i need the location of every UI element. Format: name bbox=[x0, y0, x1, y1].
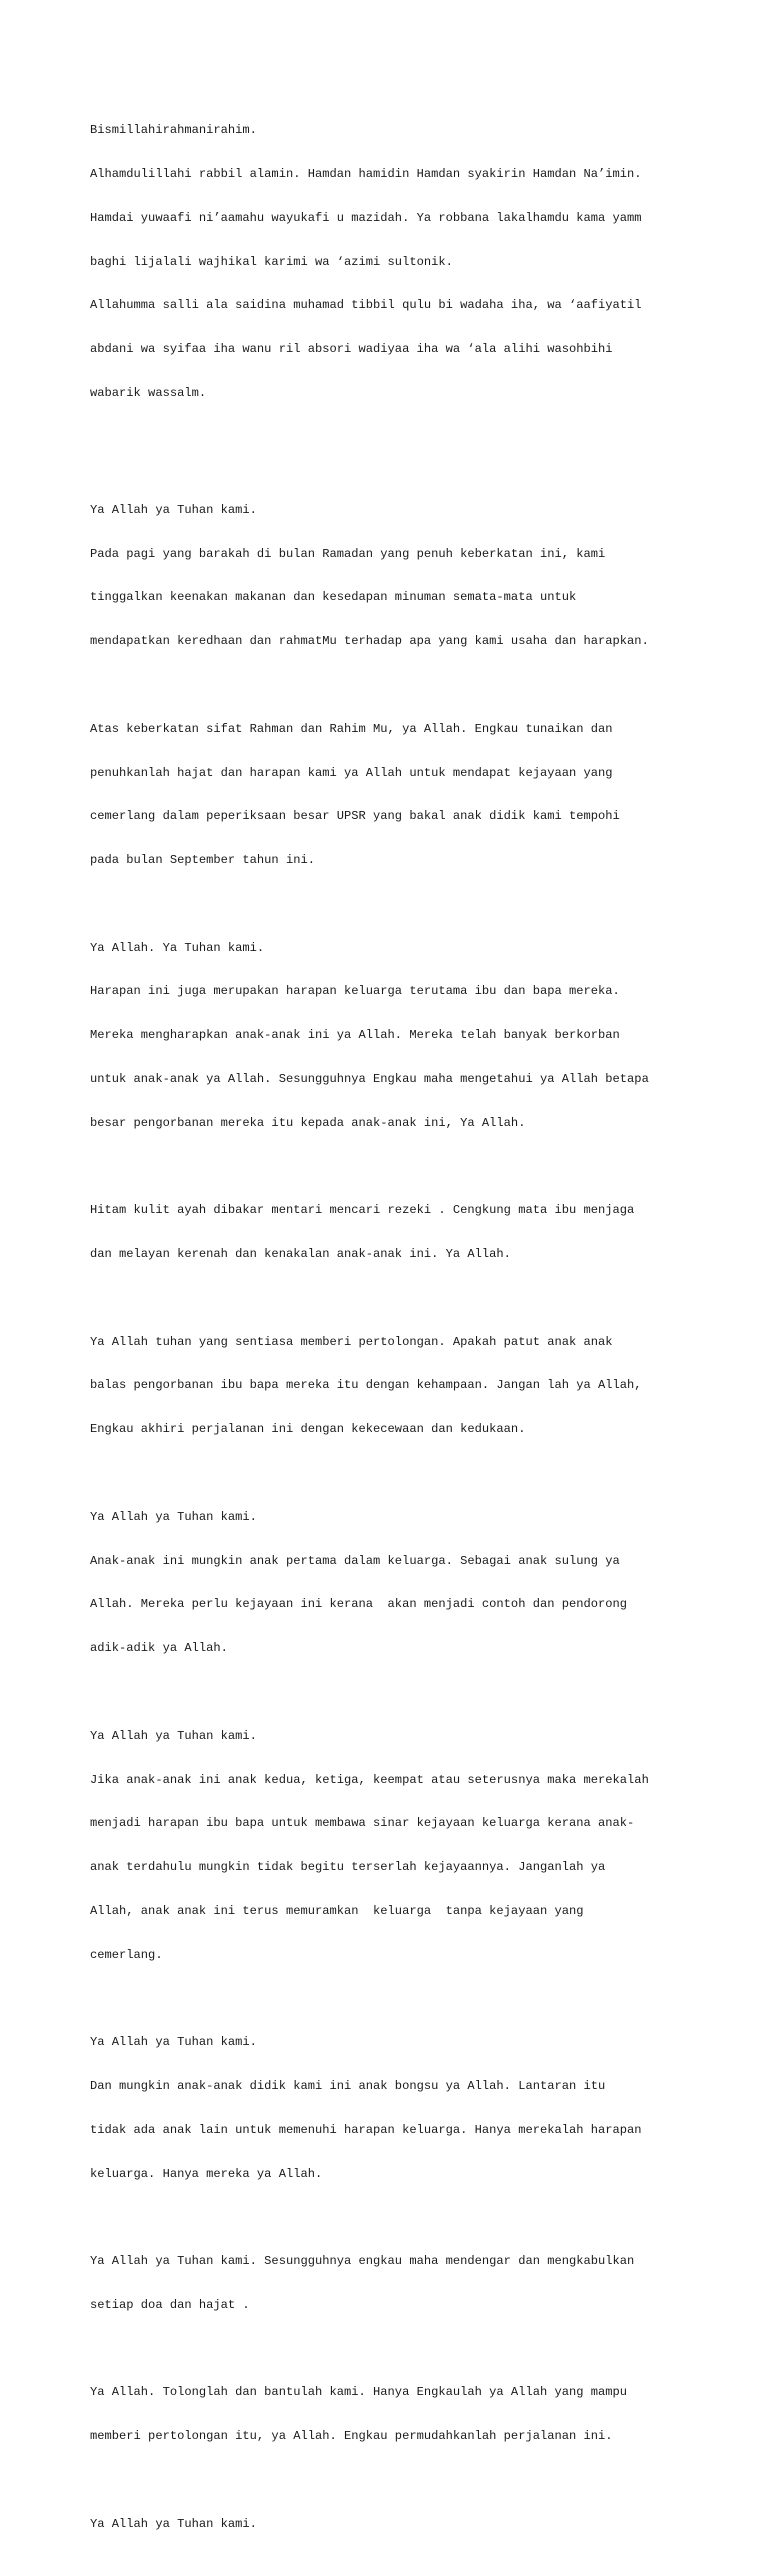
text-line: Ya Allah ya Tuhan kami. bbox=[90, 1509, 257, 1524]
text-line: dan melayan kerenah dan kenakalan anak-anak ini. Ya Allah. bbox=[90, 1247, 511, 1262]
paragraph-gap bbox=[90, 1991, 690, 2006]
text-line: Ya Allah. Tolonglah dan bantulah kami. Hanya Engkaulah ya Allah yang mampu bbox=[90, 2385, 628, 2400]
text-line: Mereka mengharapkan anak-anak ini ya Allah. Mereka telah banyak berkorban bbox=[90, 1028, 620, 1043]
text-line: memberi pertolongan itu, ya Allah. Engkau permudahkanlah perjalanan ini. bbox=[90, 2429, 613, 2444]
paragraph-4 bbox=[90, 1174, 690, 1291]
text-line: Hamdai yuwaafi ni’aamahu wayukafi u mazidah. Ya robbana lakalhamdu kama yamm bbox=[90, 210, 642, 225]
text-line: Ya Allah. Ya Tuhan kami. bbox=[90, 940, 265, 955]
text-line: besar pengorbanan mereka itu kepada anak-anak ini, Ya Allah. bbox=[90, 1115, 526, 1130]
text-line: Ya Allah ya Tuhan kami. bbox=[90, 1728, 257, 1743]
text-line: adik-adik ya Allah. bbox=[90, 1641, 228, 1656]
text-line: Ya Allah ya Tuhan kami. bbox=[90, 2035, 257, 2050]
text-line: setiap doa dan hajat . bbox=[90, 2297, 250, 2312]
paragraph-2 bbox=[90, 693, 690, 897]
text-line: Hitam kulit ayah dibakar mentari mencari rezeki . Cengkung mata ibu menjaga bbox=[90, 1203, 635, 1218]
text-line: abdani wa syifaa iha wanu ril absori wadiyaa iha wa ‘ala alihi wasohbihi bbox=[90, 342, 613, 357]
text-line: tinggalkan keenakan makanan dan kesedapan minuman semata-mata untuk bbox=[90, 590, 577, 605]
text-line: wabarik wassalm. bbox=[90, 385, 207, 400]
text-line: tidak ada anak lain untuk memenuhi harapan keluarga. Hanya merekalah harapan bbox=[90, 2122, 642, 2137]
text-line: menjadi harapan ibu bapa untuk membawa sinar kejayaan keluarga kerana anak- bbox=[90, 1816, 635, 1831]
paragraph-gap bbox=[90, 1466, 690, 1481]
paragraph-6 bbox=[90, 1481, 690, 1685]
text-line: Pada pagi yang barakah di bulan Ramadan yang penuh keberkatan ini, kami bbox=[90, 546, 606, 561]
text-line: baghi lijalali wajhikal karimi wa ‘azimi sultonik. bbox=[90, 254, 453, 269]
text-line: Allah, anak anak ini terus memuramkan keluarga tanpa kejayaan yang bbox=[90, 1903, 584, 1918]
text-line: Atas keberkatan sifat Rahman dan Rahim Mu, ya Allah. Engkau tunaikan dan bbox=[90, 721, 613, 736]
paragraph-7 bbox=[90, 1700, 690, 1992]
paragraph-gap bbox=[90, 2473, 690, 2488]
text-line: Ya Allah tuhan yang sentiasa memberi pertolongan. Apakah patut anak anak bbox=[90, 1334, 613, 1349]
text-line: Dan mungkin anak-anak didik kami ini anak bongsu ya Allah. Lantaran itu bbox=[90, 2078, 606, 2093]
paragraph-gap bbox=[90, 897, 690, 912]
opening-paragraph bbox=[90, 94, 690, 430]
text-line: Jika anak-anak ini anak kedua, ketiga, keempat atau seterusnya maka merekalah bbox=[90, 1772, 649, 1787]
paragraph-9 bbox=[90, 2225, 690, 2342]
paragraph-gap bbox=[90, 1291, 690, 1306]
text-line: cemerlang. bbox=[90, 1947, 163, 1962]
text-line: Engkau akhiri perjalanan ini dengan kekecewaan dan kedukaan. bbox=[90, 1422, 526, 1437]
text-line: Ya Allah ya Tuhan kami. Sesungguhnya engkau maha mendengar dan mengkabulkan bbox=[90, 2254, 635, 2269]
paragraph-11 bbox=[90, 2488, 690, 2561]
text-line: mendapatkan keredhaan dan rahmatMu terhadap apa yang kami usaha dan harapkan. bbox=[90, 634, 649, 649]
text-line: Allah. Mereka perlu kejayaan ini kerana akan menjadi contoh dan pendorong bbox=[90, 1597, 628, 1612]
paragraph-8 bbox=[90, 2006, 690, 2210]
paragraph-gap bbox=[90, 430, 690, 474]
text-line: Anak-anak ini mungkin anak pertama dalam keluarga. Sebagai anak sulung ya bbox=[90, 1553, 620, 1568]
text-line: Ya Allah ya Tuhan kami. bbox=[90, 502, 257, 517]
text-line: Bismillahirahmanirahim. bbox=[90, 123, 257, 138]
prayer-text bbox=[90, 94, 690, 2561]
paragraph-1 bbox=[90, 474, 690, 678]
text-line: Ya Allah ya Tuhan kami. bbox=[90, 2516, 257, 2531]
text-line: balas pengorbanan ibu bapa mereka itu dengan kehampaan. Jangan lah ya Allah, bbox=[90, 1378, 642, 1393]
paragraph-10 bbox=[90, 2356, 690, 2473]
text-line: anak terdahulu mungkin tidak begitu terserlah kejayaannya. Janganlah ya bbox=[90, 1860, 606, 1875]
paragraph-3 bbox=[90, 911, 690, 1159]
text-line: Allahumma salli ala saidina muhamad tibbil qulu bi wadaha iha, wa ‘aafiyatil bbox=[90, 298, 642, 313]
text-line: Harapan ini juga merupakan harapan keluarga terutama ibu dan bapa mereka. bbox=[90, 984, 620, 999]
text-line: pada bulan September tahun ini. bbox=[90, 853, 315, 868]
paragraph-gap bbox=[90, 2342, 690, 2357]
paragraph-gap bbox=[90, 678, 690, 693]
paragraph-5 bbox=[90, 1306, 690, 1467]
text-line: cemerlang dalam peperiksaan besar UPSR yang bakal anak didik kami tempohi bbox=[90, 809, 620, 824]
paragraph-gap bbox=[90, 1685, 690, 1700]
paragraph-gap bbox=[90, 1160, 690, 1175]
text-line: Alhamdulillahi rabbil alamin. Hamdan hamidin Hamdan syakirin Hamdan Na’imin. bbox=[90, 166, 642, 181]
text-line: keluarga. Hanya mereka ya Allah. bbox=[90, 2166, 323, 2181]
text-line: untuk anak-anak ya Allah. Sesungguhnya Engkau maha mengetahui ya Allah betapa bbox=[90, 1072, 649, 1086]
paragraph-gap bbox=[90, 2210, 690, 2225]
text-line: penuhkanlah hajat dan harapan kami ya Allah untuk mendapat kejayaan yang bbox=[90, 765, 613, 780]
